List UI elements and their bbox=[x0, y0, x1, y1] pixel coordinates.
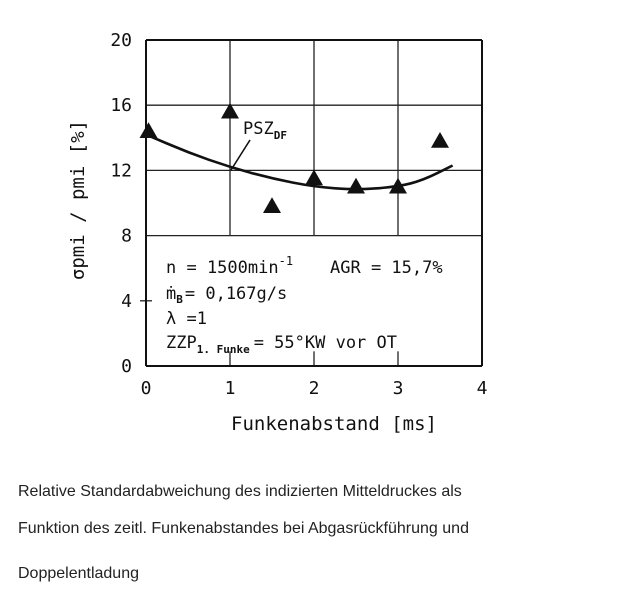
x-tick-label: 1 bbox=[224, 378, 236, 399]
curve-label: $PSZ_{DF}$ bbox=[243, 119, 287, 142]
x-tick-label: 0 bbox=[140, 378, 152, 399]
data-points bbox=[140, 103, 449, 213]
y-axis-label: σpmi / pmi [%] bbox=[67, 119, 89, 281]
data-point-triangle bbox=[305, 170, 323, 186]
caption-line-3: Doppelentladung bbox=[18, 565, 139, 582]
fit-curve-psz-df bbox=[146, 135, 453, 190]
ignition-annotation: $ZZP_{1. Funke} = 55^\circ KW$ vor OT bbox=[166, 333, 397, 356]
lambda-annotation: λ =1 bbox=[166, 309, 207, 329]
caption-line-2: Funktion des zeitl. Funkenabstandes bei Abgasrückführung und bbox=[18, 520, 469, 537]
x-tick-label: 2 bbox=[308, 378, 320, 399]
egr-annotation: AGR = 15,7% bbox=[330, 258, 443, 278]
y-tick-label: 8 bbox=[121, 225, 132, 247]
mass-flow-annotation: ṁ$_B$ = 0,167g/s bbox=[166, 284, 288, 306]
data-point-triangle bbox=[263, 197, 281, 213]
y-tick-label: 20 bbox=[110, 30, 132, 51]
y-tick-label: 16 bbox=[110, 95, 132, 117]
speed-annotation: $n = 1500\min^{-1}$ bbox=[166, 254, 294, 278]
data-point-triangle bbox=[431, 132, 449, 148]
y-tick-label: 4 bbox=[121, 290, 132, 312]
x-tick-label: 4 bbox=[476, 378, 488, 399]
curve-label-leader bbox=[231, 140, 250, 170]
x-axis-label: Funkenabstand [ms] bbox=[231, 413, 437, 435]
y-tick-label: 12 bbox=[110, 160, 132, 182]
y-tick-label: 0 bbox=[121, 356, 132, 377]
caption-line-1: Relative Standardabweichung des indizierten Mitteldruckes als bbox=[18, 483, 462, 500]
data-point-triangle bbox=[140, 122, 158, 138]
fit-curve-layer bbox=[146, 135, 453, 190]
data-point-triangle bbox=[347, 178, 365, 194]
x-tick-label: 3 bbox=[392, 378, 404, 399]
